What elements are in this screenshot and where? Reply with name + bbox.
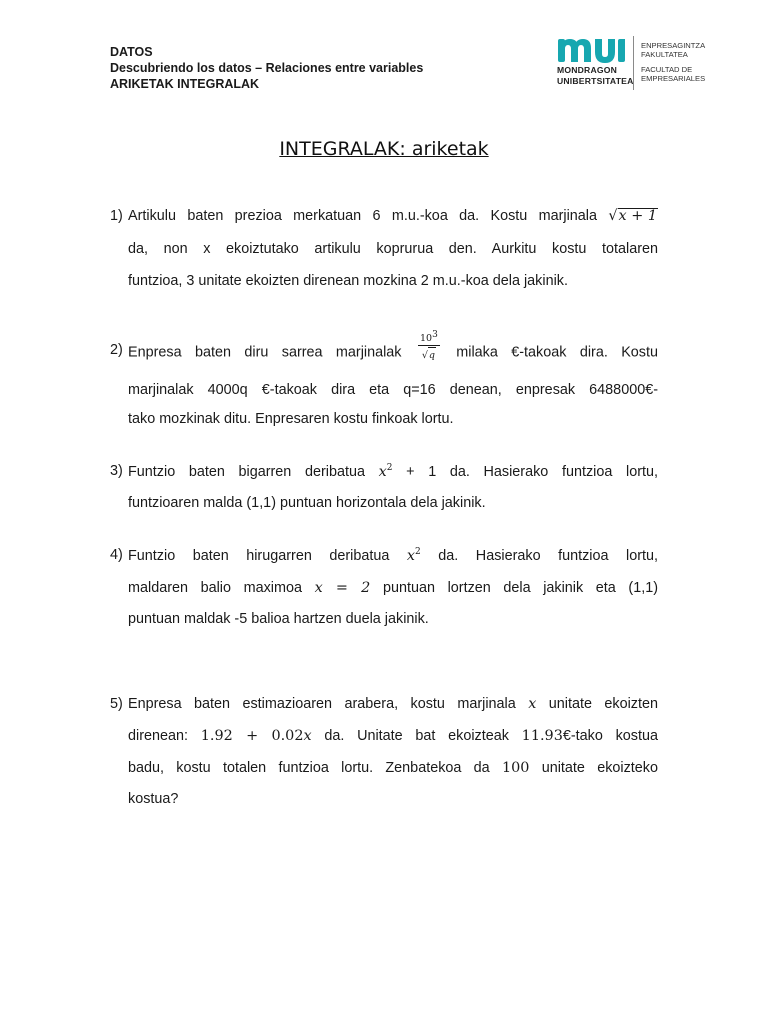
math-number: 100 — [501, 760, 530, 776]
sqrt-radicand: x + 1 — [618, 208, 657, 224]
exercise-text: direnean: — [128, 728, 189, 744]
exercise-text: maldaren balio maximoa — [128, 580, 302, 596]
exercise-text: milaka €-takoak dira. Kostu — [456, 344, 658, 361]
math-variable: x — [378, 463, 387, 480]
cost-expression — [522, 728, 658, 744]
logo-brand-line1: MONDRAGON — [557, 65, 618, 75]
exercise-text: Funtzio baten bigarren deribatua — [128, 463, 365, 480]
fraction-numerator — [420, 330, 438, 344]
header-topic: Descubriendo los datos – Relaciones entre variables — [110, 61, 424, 75]
exercise-text: unitate ekoizteko — [541, 760, 658, 776]
exercise-text: Artikulu baten prezioa merkatuan 6 m.u.-koa da. Kostu marjinala — [128, 208, 597, 224]
fraction-denominator: √q — [422, 347, 436, 363]
math-expression — [201, 728, 312, 744]
exercise-line: funtzioa, 3 unitate ekoizten direnean mozkina 2 m.u.-koa dela jakinik. — [128, 273, 568, 289]
exercise-line — [128, 547, 658, 564]
exercise-number: 3) — [110, 463, 123, 479]
math-number: 11.93 — [521, 728, 563, 744]
math-expression — [407, 548, 421, 564]
math-variable: x — [406, 547, 416, 564]
denominator-radicand: q — [428, 347, 436, 363]
logo-brand-text — [557, 65, 633, 87]
exercise-line: funtzioaren malda (1,1) puntuan horizontala dela jakinik. — [128, 495, 486, 511]
exercise-line — [128, 580, 658, 596]
math-variable: x — [303, 728, 312, 744]
exercise-number: 2) — [110, 342, 123, 358]
logo-divider — [633, 36, 634, 90]
mondragon-logo — [557, 36, 717, 92]
fraction — [418, 330, 440, 363]
logo-faculty-es-1: FACULTAD DE — [641, 65, 693, 74]
exercise-line: tako mozkinak ditu. Enpresaren kostu finkoak lortu. — [128, 411, 454, 427]
math-exponent: 2 — [415, 547, 421, 557]
page-title: INTEGRALAK: ariketak — [279, 138, 489, 160]
math-variable: x — [528, 696, 537, 712]
exercise-text: + 1 da. Hasierako funtzioa lortu, — [406, 463, 658, 480]
math-exponent: 2 — [386, 463, 393, 473]
exercise-line: puntuan maldak -5 balioa hartzen duela jakinik. — [128, 611, 429, 627]
header-section: ARIKETAK INTEGRALAK — [110, 77, 260, 91]
exercise-line — [128, 728, 658, 744]
exercise-line — [128, 696, 658, 712]
exercise-text: da. Unitate bat ekoizteak — [324, 728, 509, 744]
logo-brand-line2: UNIBERTSITATEA — [557, 76, 634, 86]
exercise-text: da. Hasierako funtzioa lortu, — [438, 547, 659, 564]
document-header — [110, 44, 423, 92]
exercise-number: 4) — [110, 547, 123, 563]
exercise-text: €-tako kostua — [562, 728, 658, 744]
exercise-line — [128, 760, 658, 776]
header-course: DATOS — [110, 45, 153, 59]
logo-faculty-eu — [641, 41, 705, 59]
logo-faculty-es-2: EMPRESARIALES — [641, 74, 706, 84]
logo-faculty-es — [641, 65, 705, 83]
exercise-text: puntuan lortzen dela jakinik eta (1,1) — [382, 580, 659, 596]
mu-logo-icon — [557, 36, 631, 64]
exercise-number: 1) — [110, 208, 123, 224]
exercise-text: Enpresa baten estimazioaren arabera, kostu marjinala — [128, 696, 516, 712]
exercise-number: 5) — [110, 696, 123, 712]
exercise-line — [128, 208, 658, 224]
math-expression — [379, 464, 393, 480]
exercise-line: da, non x ekoiztutako artikulu koprurua den. Aurkitu kostu totalaren — [128, 241, 658, 257]
numerator-exponent: 3 — [432, 330, 438, 340]
math-number: 1.92 + 0.02 — [200, 728, 304, 744]
exercise-line: marjinalak 4000q €-takoak dira eta q=16 denean, enpresak 6488000€- — [128, 382, 658, 398]
exercise-line — [128, 463, 658, 480]
fraction-bar — [418, 345, 440, 346]
exercise-text: Enpresa baten diru sarrea marjinalak — [128, 344, 402, 361]
exercise-line: kostua? — [128, 791, 179, 807]
sqrt-expression: √x + 1 — [608, 208, 657, 224]
logo-faculty-eu-2: FAKULTATEA — [641, 50, 688, 60]
logo-faculty-eu-1: ENPRESAGINTZA — [641, 41, 706, 50]
math-expression: x = 2 — [314, 580, 371, 596]
exercise-line — [128, 330, 658, 364]
numerator-base: 10 — [419, 333, 433, 345]
exercise-text: badu, kostu totalen funtzioa lortu. Zenbatekoa da — [128, 760, 490, 776]
exercise-text: unitate ekoizten — [548, 696, 658, 712]
exercise-text: Funtzio baten hirugarren deribatua — [128, 547, 390, 564]
